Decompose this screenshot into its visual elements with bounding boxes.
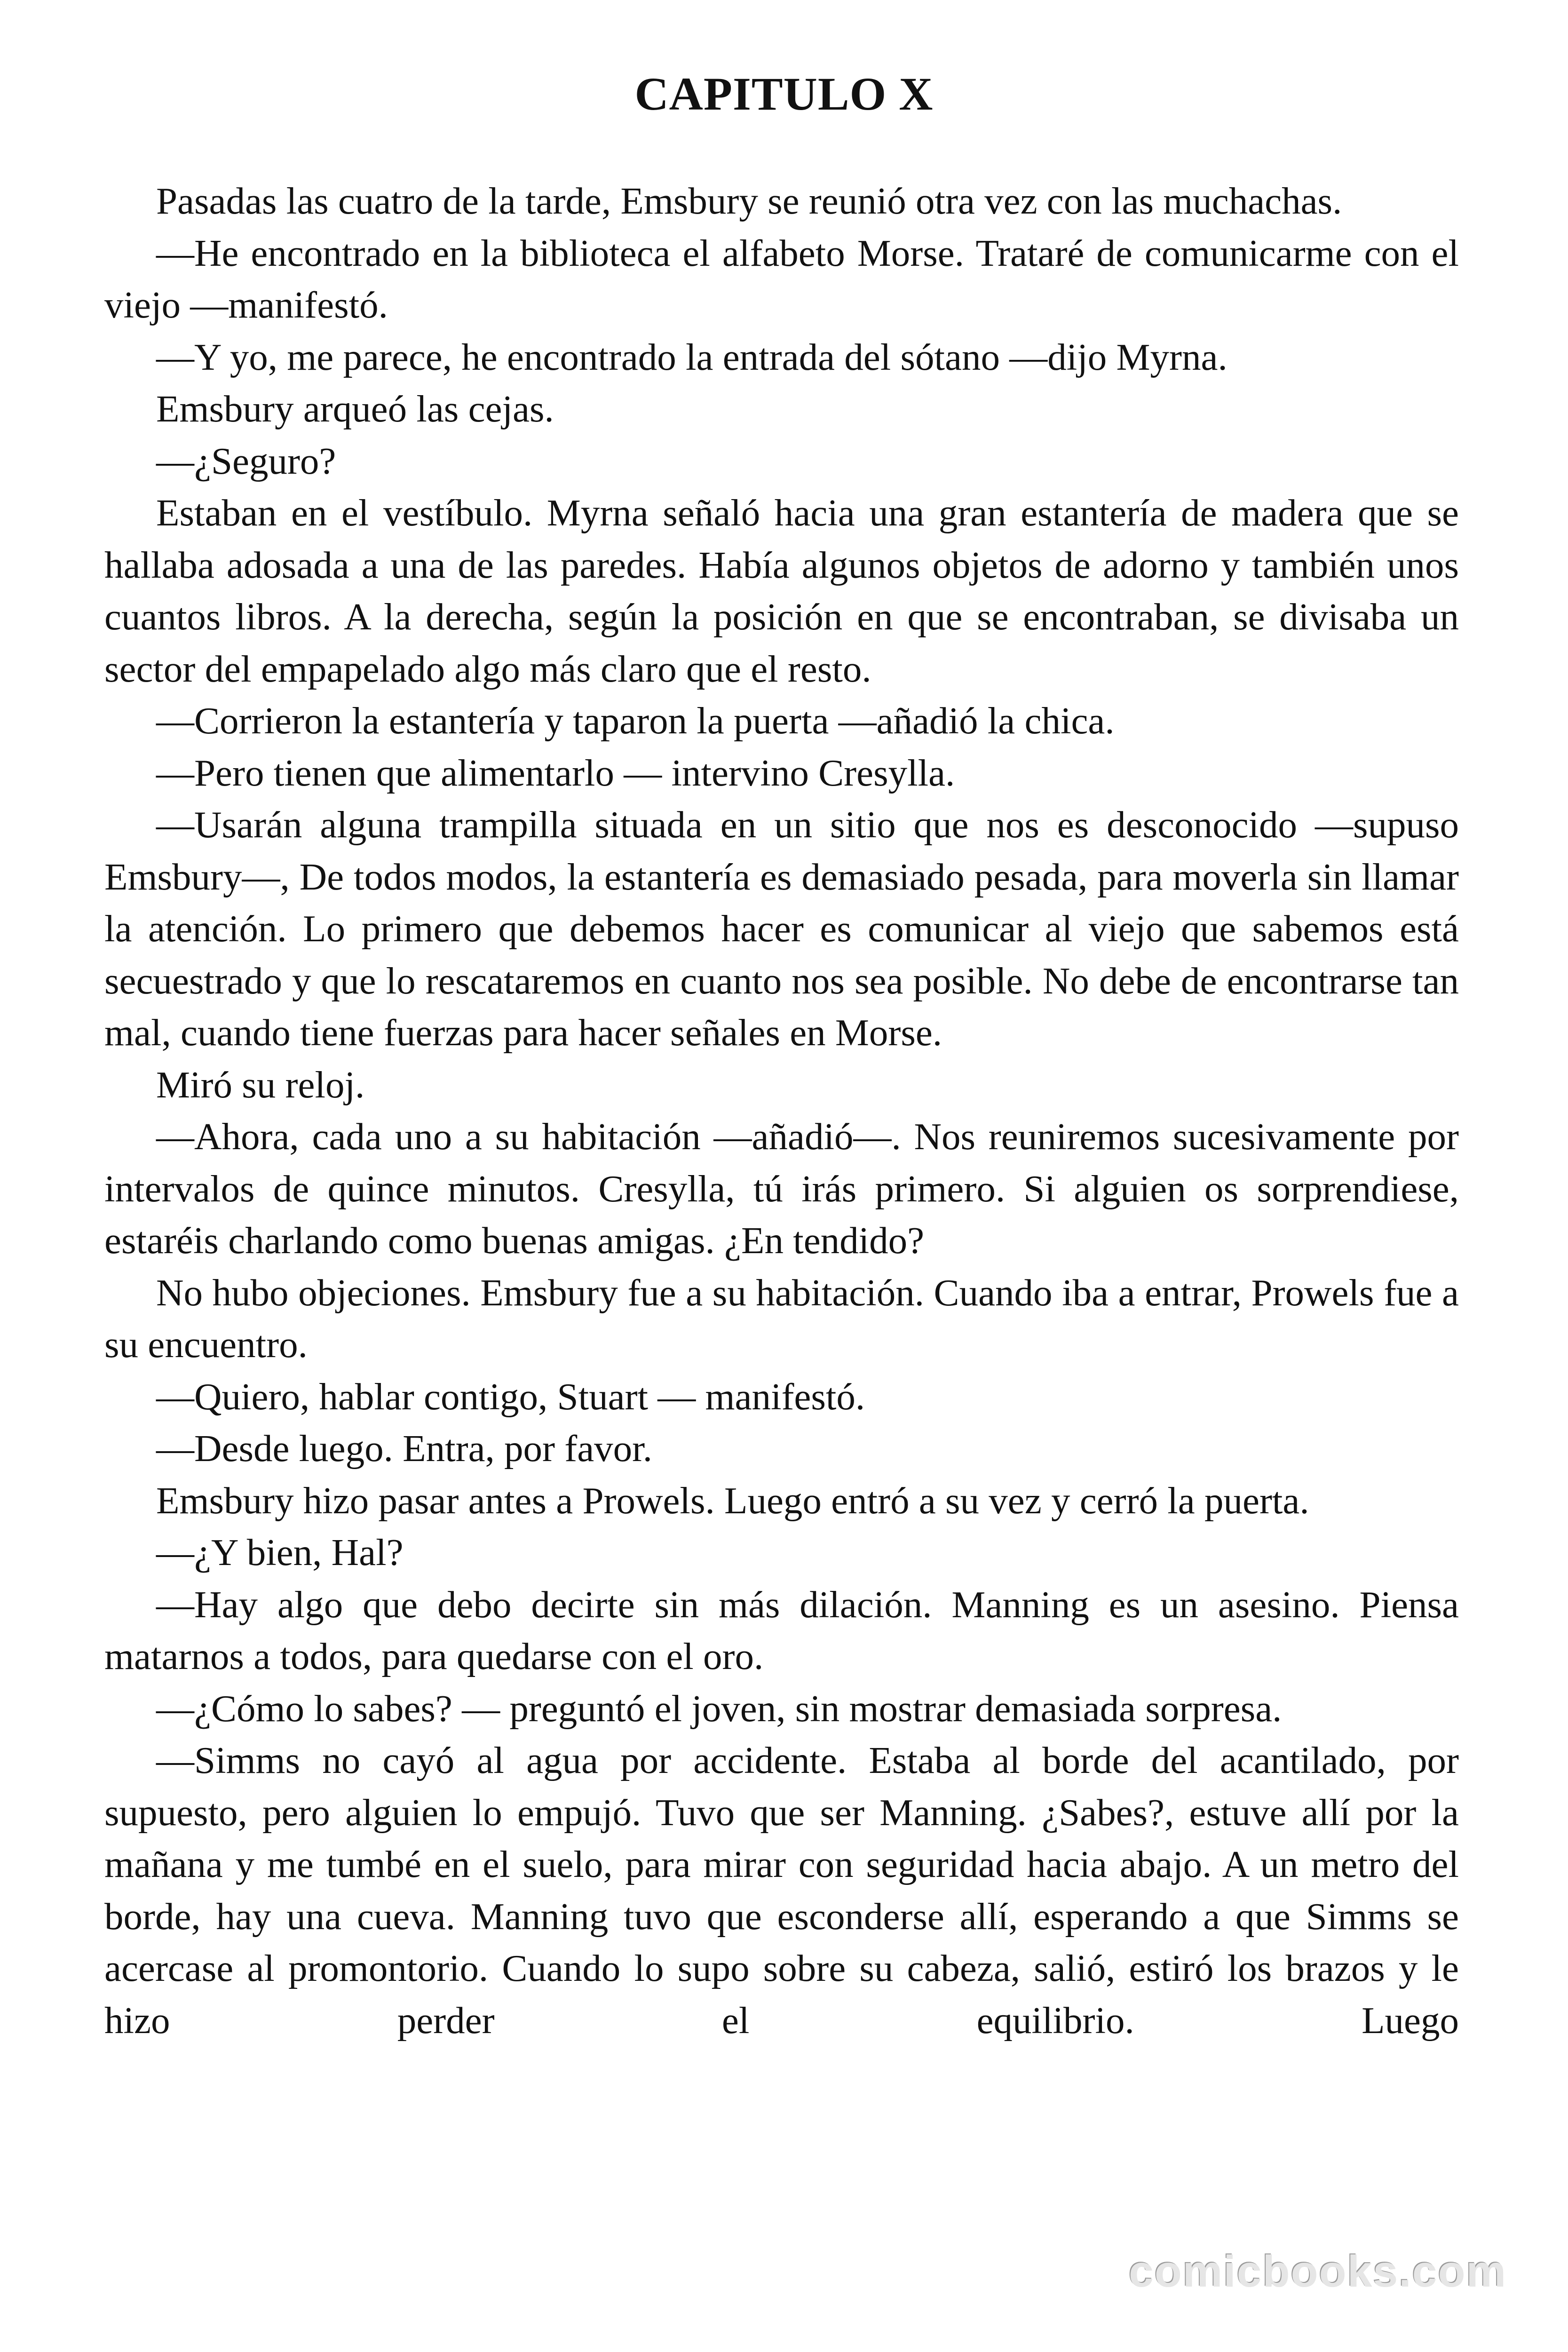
paragraph: —Quiero, hablar contigo, Stuart — manifestó. <box>156 1375 865 1418</box>
chapter-title: CAPITULO X <box>634 68 934 120</box>
paragraph: —¿Seguro? <box>156 439 336 482</box>
paragraph: —¿Y bien, Hal? <box>156 1531 404 1573</box>
paragraph: —Corrieron la estantería y taparon la puerta —añadió la chica. <box>156 699 1115 742</box>
paragraph: —Hay algo que debo decirte sin más dilación. Manning es un asesino. Piensa matarnos a todos, para quedarse con el oro. <box>104 1583 1459 1677</box>
paragraph: —Pero tienen que alimentarlo — intervino Cresylla. <box>156 751 955 794</box>
paragraph: No hubo objeciones. Emsbury fue a su habitación. Cuando iba a entrar, Prowels fue a su encuentro. <box>104 1271 1459 1366</box>
paragraph: —Ahora, cada uno a su habitación —añadió—. Nos reuniremos sucesivamente por intervalos de quince minutos. Cresylla, tú irás primero. Si alguien os sorprendiese, estaréis charlando como buenas amigas. ¿En tendido? <box>104 1115 1459 1262</box>
body-text <box>104 175 1459 2046</box>
watermark: comicbooks.com <box>1128 2247 1507 2296</box>
paragraph: —Desde luego. Entra, por favor. <box>156 1427 652 1470</box>
paragraph: —Usarán alguna trampilla situada en un sitio que nos es desconocido —supuso Emsbury—, De todos modos, la estantería es demasiado pesada, para moverla sin llamar la atención. Lo primero que debemos hacer es comunicar al viejo que sabemos está secuestrado y que lo rescataremos en cuanto nos sea posible. No debe de encontrarse tan mal, cuando tiene fuerzas para hacer señales en Morse. <box>104 803 1459 1054</box>
paragraph: —¿Cómo lo sabes? — preguntó el joven, sin mostrar demasiada sorpresa. <box>156 1687 1282 1730</box>
paragraph: —Simms no cayó al agua por accidente. Estaba al borde del acantilado, por supuesto, pero alguien lo empujó. Tuvo que ser Manning. ¿Sabes?, estuve allí por la mañana y me tumbé en el suelo, para mirar con seguridad hacia abajo. A un metro del borde, hay una cueva. Manning tuvo que esconderse allí, esperando a que Simms se acercase al promontorio. Cuando lo supo sobre su cabeza, salió, estiró los brazos y le hizo perder el equilibrio. Luego <box>104 1739 1459 2042</box>
paragraph: —Y yo, me parece, he encontrado la entrada del sótano —dijo Myrna. <box>156 335 1227 378</box>
paragraph: Pasadas las cuatro de la tarde, Emsbury se reunió otra vez con las muchachas. <box>156 180 1342 222</box>
paragraph: Emsbury arqueó las cejas. <box>156 388 554 430</box>
paragraph: —He encontrado en la biblioteca el alfabeto Morse. Trataré de comunicarme con el viejo —manifestó. <box>104 231 1459 326</box>
paragraph: Miró su reloj. <box>156 1063 365 1106</box>
paragraph: Estaban en el vestíbulo. Myrna señaló hacia una gran estantería de madera que se hallaba adosada a una de las paredes. Había algunos objetos de adorno y también unos cuantos libros. A la derecha, según la posición en que se encontraban, se divisaba un sector del empapelado algo más claro que el resto. <box>104 492 1459 690</box>
paragraph: Emsbury hizo pasar antes a Prowels. Luego entró a su vez y cerró la puerta. <box>156 1479 1309 1522</box>
